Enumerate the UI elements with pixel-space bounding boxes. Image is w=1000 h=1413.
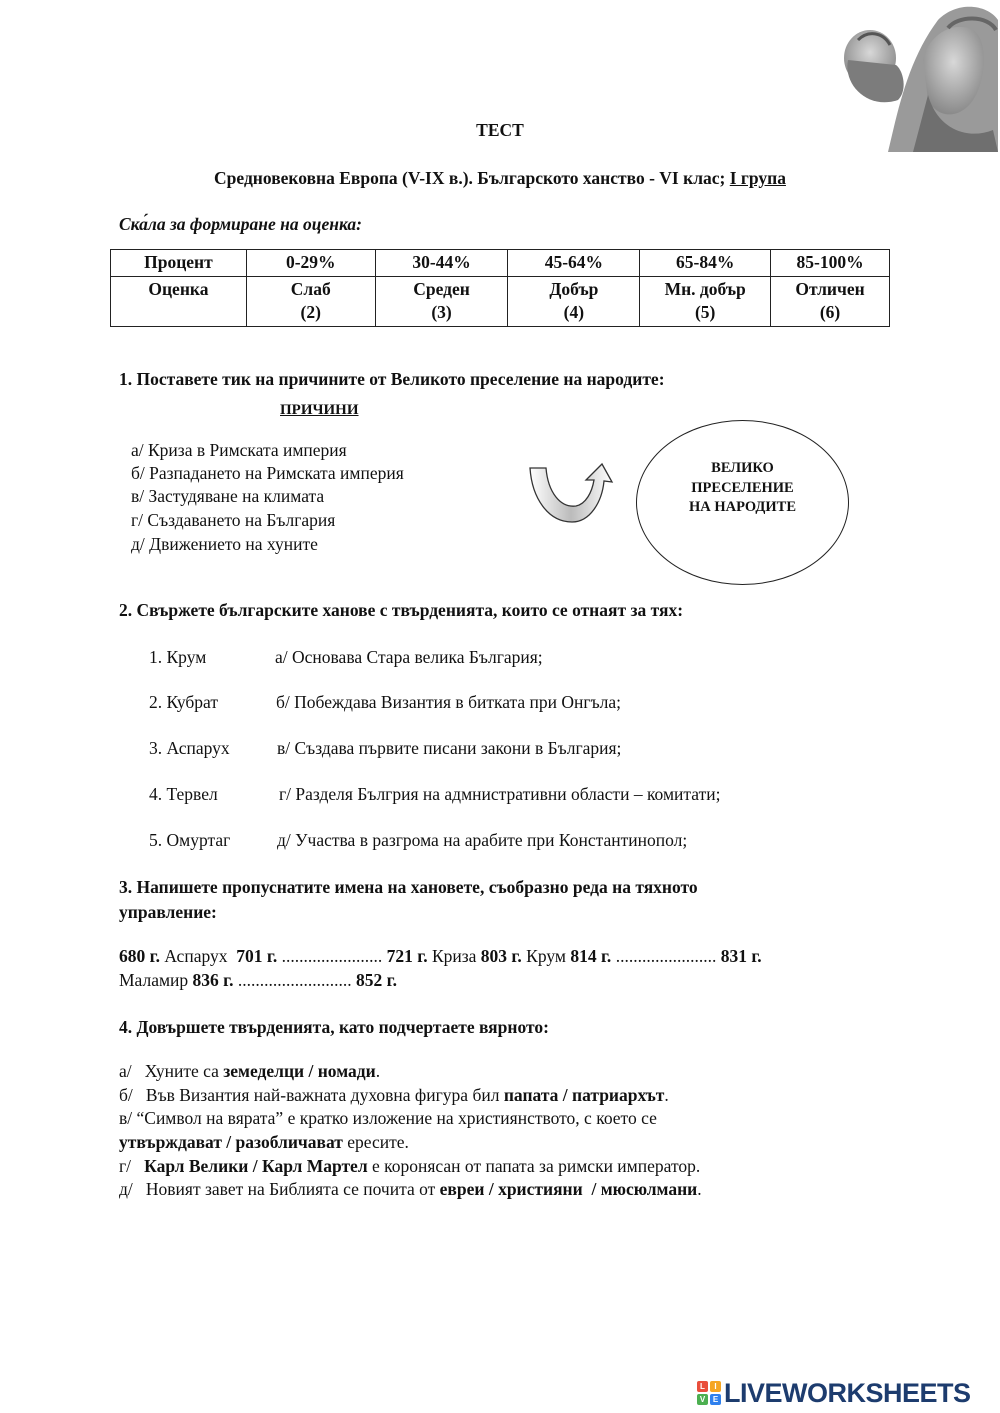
logo-letter: E [710, 1394, 721, 1405]
q4-line[interactable] [119, 1158, 700, 1176]
khan-item[interactable]: 2. Кубрат [149, 692, 218, 712]
line-text: ....................... [611, 946, 721, 966]
ellipse-text: ПРЕСЕЛЕНИЕ [691, 480, 794, 496]
line-text: Криза [427, 946, 481, 966]
logo-letter: V [697, 1394, 708, 1405]
test-title: ТЕСТ [476, 120, 524, 140]
line-text: . [697, 1179, 702, 1199]
q4-line[interactable] [119, 1110, 657, 1128]
line-text: Маламир [119, 970, 193, 990]
grading-table [110, 249, 890, 327]
khan-item[interactable]: 1. Крум [149, 647, 207, 667]
line-text: . [664, 1085, 669, 1105]
statement-item[interactable]: в/ Създава първите писани закони в България; [277, 738, 622, 758]
answer-option-text[interactable]: 852 г. [356, 970, 398, 990]
ellipse-text: НА НАРОДИТЕ [688, 499, 797, 515]
cause-item[interactable]: г/ Създаването на България [131, 510, 336, 530]
answer-option-text[interactable]: 701 г. [236, 946, 278, 966]
grading-scale-label: Ска́ла за формиране на оценка: [119, 214, 362, 234]
line-text: ....................... [277, 946, 387, 966]
q4-line[interactable] [119, 1134, 409, 1152]
line-text: д/ Новият завет на Библията се почита от [119, 1179, 440, 1199]
q3-line[interactable] [119, 948, 762, 966]
cause-item[interactable]: а/ Криза в Римската империя [131, 440, 347, 460]
grade-name: Мн. добър [664, 279, 746, 299]
table-cell: Процент [111, 250, 247, 277]
answer-option-text[interactable]: 814 г. [570, 946, 612, 966]
q4-line[interactable] [119, 1087, 669, 1105]
grade-name: Добър [549, 279, 599, 299]
line-text: в/ “Символ на вярата” е кратко изложение на християнството, с което се [119, 1108, 657, 1128]
line-text: г/ [119, 1156, 145, 1176]
logo-letter: L [697, 1381, 708, 1392]
cause-item[interactable]: б/ Разпадането на Римската империя [131, 463, 404, 483]
liveworksheets-logo [697, 1379, 971, 1407]
grade-name: Отличен [795, 279, 865, 299]
q4-line[interactable] [119, 1063, 380, 1081]
khan-item[interactable]: 4. Тервел [149, 784, 218, 804]
answer-option-text[interactable]: 721 г. [386, 946, 428, 966]
answer-option-text[interactable]: 680 г. [119, 946, 160, 966]
q1-heading: 1. Поставете тик на причините от Великото преселение на народите: [119, 369, 665, 389]
table-cell [375, 277, 508, 327]
q2-heading: 2. Свържете българските ханове с твърденията, които се отнаят за тях: [119, 600, 684, 620]
curved-arrow-icon [526, 462, 616, 526]
causes-label: ПРИЧИНИ [280, 402, 359, 418]
answer-option-text[interactable]: папата / патриархът [503, 1085, 665, 1105]
statement-item[interactable]: г/ Разделя Бългрия на адмнистративни области – комитати; [279, 784, 721, 804]
logo-letter: I [710, 1381, 721, 1392]
table-cell [111, 277, 247, 327]
subtitle-group: I група [729, 168, 786, 188]
subtitle-main: Средновековна Европа (V-IX в.). Българското ханство - VI клас; [214, 168, 730, 188]
line-text: .......................... [233, 970, 357, 990]
line-text: . [375, 1061, 381, 1081]
q4-line[interactable] [119, 1181, 702, 1199]
cause-item[interactable]: в/ Застудяване на климата [131, 486, 325, 506]
line-text: ересите. [342, 1132, 409, 1152]
answer-option-text[interactable]: евреи / християни / мюсюлмани [439, 1179, 698, 1199]
table-cell [246, 277, 375, 327]
ellipse-text: ВЕЛИКО [711, 460, 774, 476]
q4-heading: 4. Довършете твърденията, като подчертаете вярното: [119, 1017, 549, 1037]
grade-mark: (6) [819, 302, 841, 322]
table-cell: 0-29% [246, 250, 375, 277]
test-subtitle [0, 170, 1000, 188]
table-cell [771, 277, 890, 327]
statement-item[interactable]: д/ Участва в разгрома на арабите при Константинопол; [277, 830, 688, 850]
grade-name: Среден [413, 279, 470, 299]
grade-mark: (2) [300, 302, 321, 322]
table-cell: 65-84% [640, 250, 771, 277]
statement-item[interactable]: а/ Основава Стара велика България; [275, 647, 543, 667]
khan-item[interactable]: 3. Аспарух [149, 738, 230, 758]
table-row-percent [111, 250, 890, 277]
answer-option-text[interactable]: 803 г. [480, 946, 522, 966]
grade-mark: (3) [431, 302, 452, 322]
answer-option-text[interactable]: 831 г. [720, 946, 762, 966]
grade-mark: (5) [694, 302, 716, 322]
grade-name: Оценка [148, 279, 209, 299]
line-text: Крум [521, 946, 571, 966]
table-row-grade [111, 277, 890, 327]
line-text: а/ Хуните са [119, 1061, 224, 1081]
grade-name: Слаб [290, 279, 331, 299]
line-text: Аспарух [159, 946, 237, 966]
logo-text: LIVEWORKSHEETS [724, 1377, 971, 1408]
q3-heading-line1: 3. Напишете пропуснатите имена на хановете, съобразно реда на тяхното [119, 877, 698, 897]
table-cell [640, 277, 771, 327]
cause-item[interactable]: д/ Движението на хуните [131, 534, 318, 554]
table-cell: 85-100% [771, 250, 890, 277]
line-text: б/ Във Византия най-важната духовна фигура бил [119, 1085, 504, 1105]
logo-mark-icon [697, 1381, 721, 1405]
table-cell: 30-44% [375, 250, 508, 277]
khan-item[interactable]: 5. Омуртаг [149, 830, 231, 850]
q3-line[interactable] [119, 972, 397, 990]
q3-heading-line2: управление: [119, 902, 217, 922]
answer-option-text[interactable]: 836 г. [192, 970, 234, 990]
grade-mark: (4) [563, 302, 585, 322]
statement-item[interactable]: б/ Побеждава Византия в битката при Онгъла; [276, 692, 621, 712]
table-cell: 45-64% [508, 250, 640, 277]
line-text: е коронясан от папата за римски император. [367, 1156, 701, 1176]
answer-option-text[interactable]: земеделци / номади [223, 1061, 376, 1081]
answer-option-text[interactable]: утвърждават / разобличават [119, 1132, 343, 1152]
table-cell [508, 277, 640, 327]
answer-option-text[interactable]: Карл Велики / Карл Мартел [144, 1156, 368, 1176]
